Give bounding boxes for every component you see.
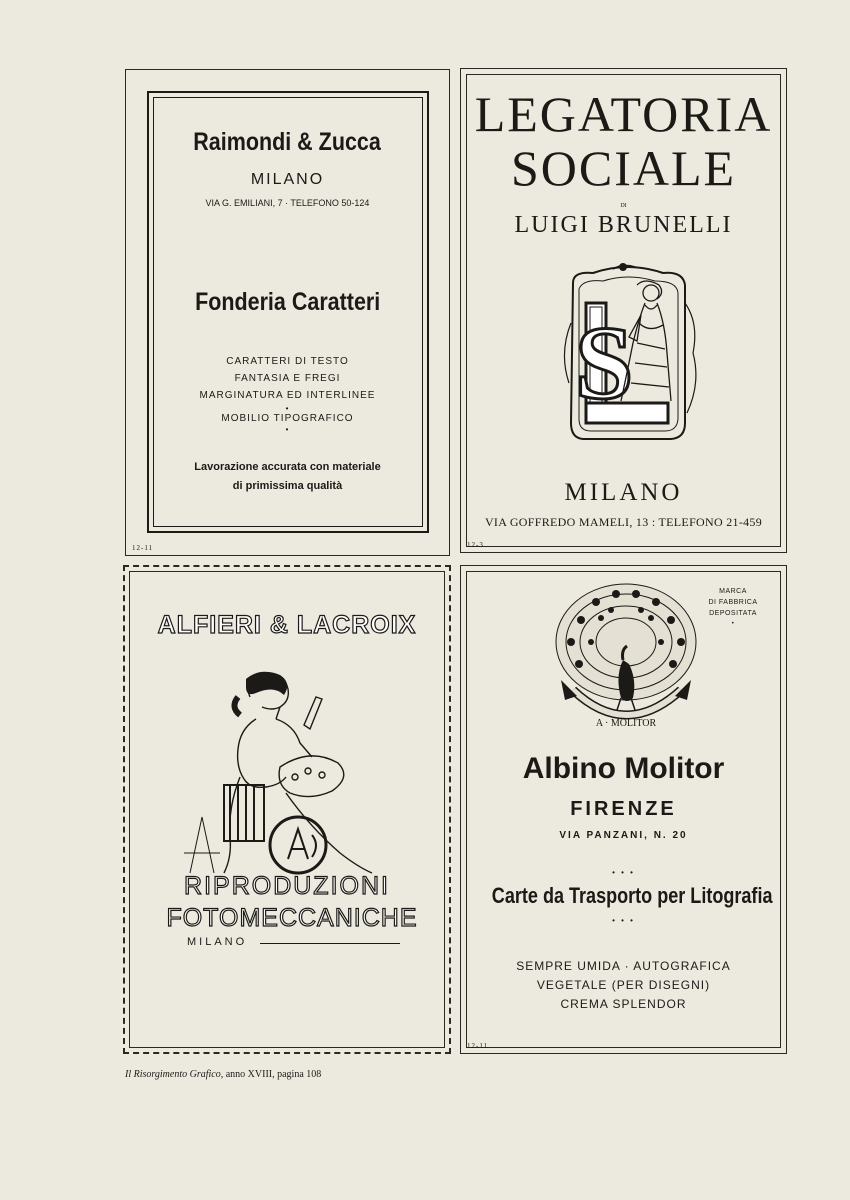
- ad1-code: 12-11: [132, 544, 154, 552]
- ad1-city: MILANO: [250, 171, 325, 188]
- ad1-company: Raimondi & Zucca: [193, 128, 382, 156]
- ad4-name: Albino Molitor: [522, 752, 725, 785]
- ad3-brand: ALFIERI & LACROIX: [157, 611, 417, 639]
- ad1-quality-line2: di primissima qualità: [232, 480, 343, 492]
- ad4-mark: DEPOSITATA: [709, 610, 757, 617]
- ad4-city: FIRENZE: [570, 798, 677, 820]
- ad-alfieri-lacroix: [123, 565, 451, 1054]
- footer-details: anno XVIII, pagina 108: [225, 1069, 322, 1080]
- ad4-dots: • • •: [612, 868, 635, 877]
- ad1-headline: Fonderia Caratteri: [194, 288, 381, 316]
- ad1-quality-line1: Lavorazione accurata con materiale: [194, 461, 381, 473]
- ad2-owner: LUIGI BRUNELLI: [514, 212, 733, 238]
- ad-albino-molitor: A · MOLITOR MARCA DI FABBRICA DEPOSITATA • Albino Molitor FIRENZE VIA PANZANI, N. 20 • • • Carte da Trasporto per Litografia • • • SEMPRE UMIDA · AUTOGRAFICA VEGETALE (PER DISEGNI) CREMA SPLENDOR 12-11: [460, 565, 787, 1054]
- ad3-city-rule: [260, 943, 400, 944]
- ad1-product: MARGINATURA ED INTERLINEE: [199, 390, 376, 401]
- svg-text:S: S: [575, 304, 634, 421]
- ad2-title-line1: LEGATORIA: [474, 86, 773, 142]
- svg-text:A · MOLITOR: A · MOLITOR: [595, 718, 657, 729]
- ad3-line2: FOTOMECCANICHE: [166, 904, 418, 932]
- ad3-line1: RIPRODUZIONI: [184, 872, 390, 900]
- ad2-di: DI: [620, 203, 627, 209]
- peacock-trademark-icon: [551, 580, 701, 740]
- ad4-product: VEGETALE (PER DISEGNI): [536, 978, 711, 992]
- ad2-code: 12-3: [467, 541, 484, 549]
- sl-monogram-emblem: [553, 263, 703, 453]
- ad2-title-line2: SOCIALE: [510, 140, 737, 196]
- ad1-address: VIA G. EMILIANI, 7 · TELEFONO 50-124: [205, 198, 370, 208]
- ad4-mark: MARCA: [719, 588, 747, 595]
- ad-legatoria-sociale: [460, 68, 787, 553]
- ad2-address: VIA GOFFREDO MAMELI, 13 : TELEFONO 21-459: [484, 515, 763, 529]
- ad2-city: MILANO: [564, 479, 683, 506]
- ad1-product: FANTASIA E FREGI: [234, 373, 341, 384]
- ad4-mark: DI FABBRICA: [708, 599, 758, 606]
- ad1-product: CARATTERI DI TESTO: [226, 356, 349, 367]
- ad4-address: VIA PANZANI, N. 20: [559, 830, 688, 841]
- ad4-product: SEMPRE UMIDA · AUTOGRAFICA: [516, 959, 731, 973]
- page-footer: [125, 1069, 321, 1080]
- footer-journal: Il Risorgimento Grafico,: [125, 1069, 224, 1080]
- ad4-product: CREMA SPLENDOR: [560, 997, 687, 1011]
- ad-raimondi-zucca: Raimondi & Zucca MILANO VIA G. EMILIANI, 7 · TELEFONO 50-124 Fonderia Caratteri CARATTERI DI TESTO FANTASIA E FREGI MARGINATURA ED INTERLINEE • MOBILIO TIPOGRAFICO • Lavorazione accurata con materiale di primissima qualità 12-11: [125, 69, 450, 556]
- ad4-dots-2: • • •: [612, 916, 635, 925]
- ad1-product: MOBILIO TIPOGRAFICO: [221, 413, 354, 424]
- ad3-city: MILANO: [187, 936, 248, 948]
- ad4-headline: Carte da Trasporto per Litografia: [491, 883, 773, 908]
- woman-with-palette-illustration: [180, 667, 400, 877]
- ad4-code: 12-11: [467, 1042, 489, 1050]
